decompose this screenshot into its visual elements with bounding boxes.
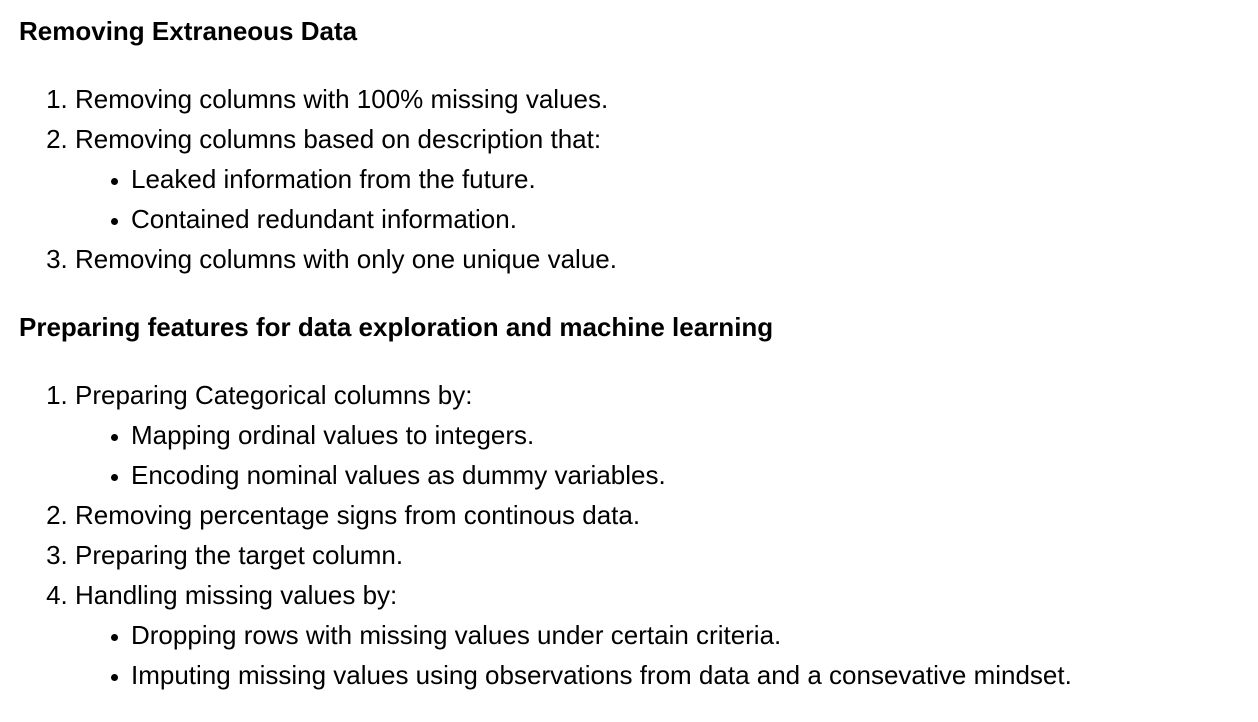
bullet-item-text: Imputing missing values using observations from data and a consevative mindset. bbox=[131, 660, 1072, 690]
ordered-list-removing-steps bbox=[19, 79, 617, 279]
bullet-item-text: Encoding nominal values as dummy variables. bbox=[131, 460, 666, 490]
bullet-item-text: Leaked information from the future. bbox=[131, 164, 536, 194]
list-item-text: Removing percentage signs from continous data. bbox=[75, 500, 641, 530]
bullet-item-text: Dropping rows with missing values under certain criteria. bbox=[131, 620, 782, 650]
bullet-item bbox=[131, 655, 1072, 695]
bullet-item bbox=[131, 415, 1072, 455]
list-item bbox=[75, 239, 617, 279]
bullet-item bbox=[131, 199, 617, 239]
bullet-list bbox=[75, 159, 617, 239]
bullet-item bbox=[131, 615, 1072, 655]
list-item-text: Preparing Categorical columns by: bbox=[75, 380, 473, 410]
list-item-text: Removing columns with only one unique value. bbox=[75, 244, 617, 274]
bullet-item-text: Contained redundant information. bbox=[131, 204, 517, 234]
bullet-list bbox=[75, 415, 1072, 495]
list-item bbox=[75, 495, 1072, 535]
list-item bbox=[75, 375, 1072, 495]
bullet-list bbox=[75, 615, 1072, 695]
section-heading-removing-extraneous-data: Removing Extraneous Data bbox=[19, 16, 358, 46]
list-item-text: Handling missing values by: bbox=[75, 580, 398, 610]
list-item-text: Removing columns with 100% missing values. bbox=[75, 84, 609, 114]
list-item bbox=[75, 119, 617, 239]
ordered-list-preparing-steps bbox=[19, 375, 1072, 695]
list-item bbox=[75, 535, 1072, 575]
section-heading-preparing-features: Preparing features for data exploration and machine learning bbox=[19, 312, 774, 342]
bullet-item bbox=[131, 159, 617, 199]
list-item-text: Preparing the target column. bbox=[75, 540, 404, 570]
bullet-item bbox=[131, 455, 1072, 495]
list-item bbox=[75, 575, 1072, 695]
bullet-item-text: Mapping ordinal values to integers. bbox=[131, 420, 535, 450]
list-item bbox=[75, 79, 617, 119]
list-item-text: Removing columns based on description that: bbox=[75, 124, 602, 154]
